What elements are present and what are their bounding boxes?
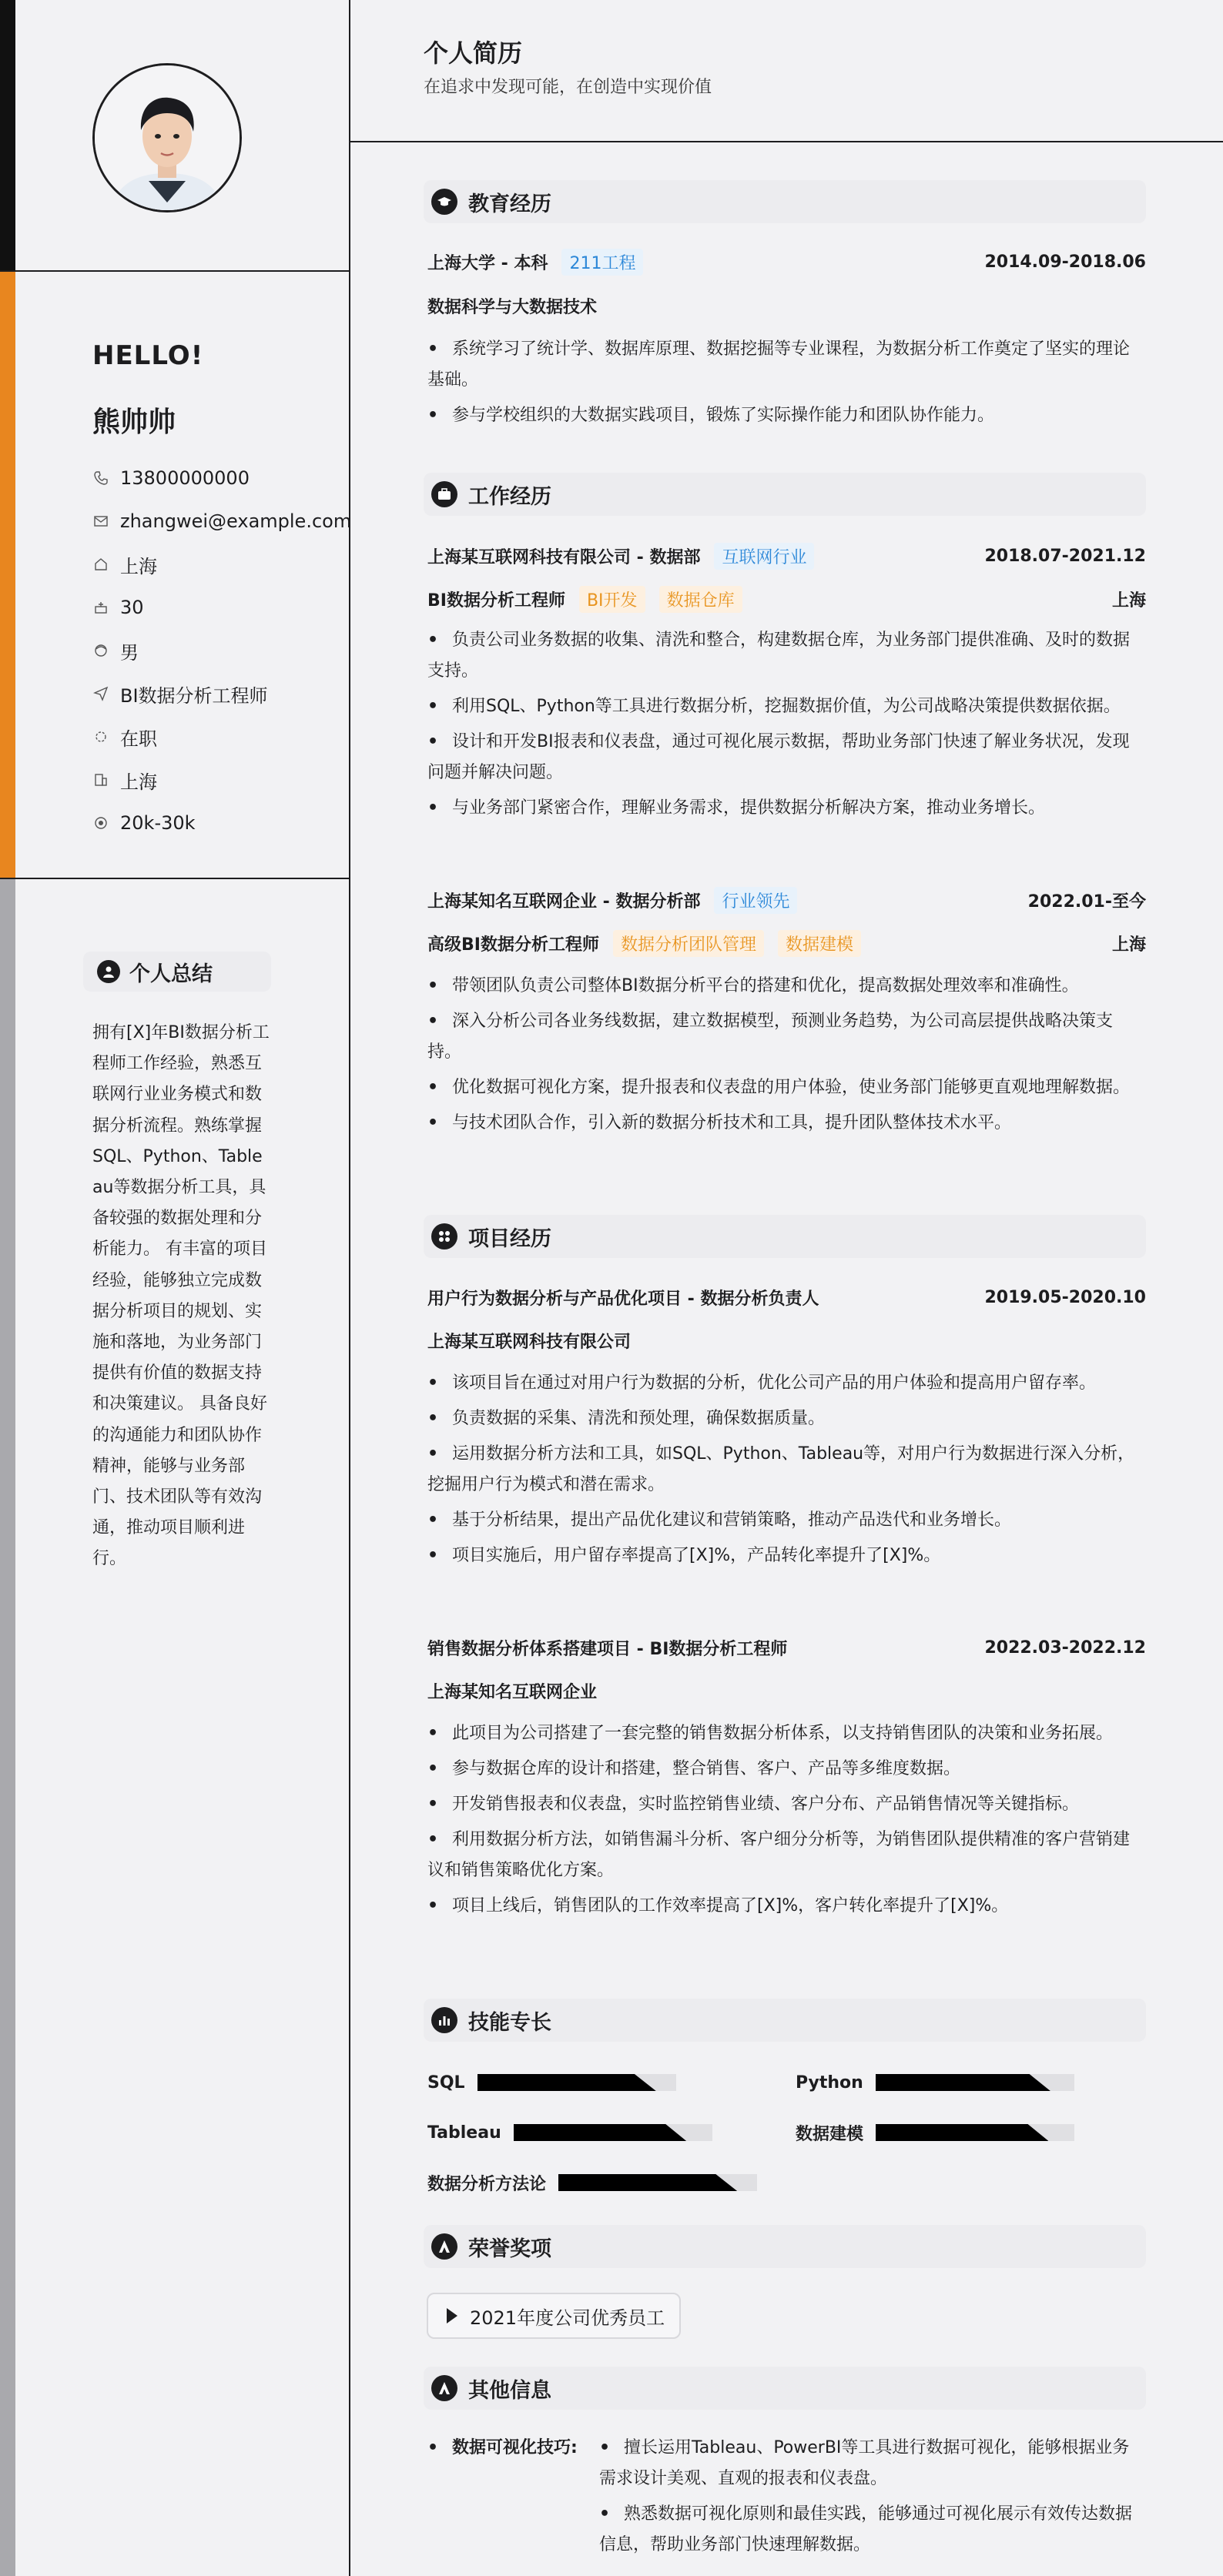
skill-python — [796, 2067, 1074, 2098]
skill-modeling — [796, 2117, 1074, 2148]
skill-bar-fill — [477, 2074, 656, 2091]
person-name: 熊帅帅 — [92, 406, 176, 438]
info-home — [92, 549, 157, 580]
project-company-row — [427, 1675, 1146, 1706]
header-rule — [350, 141, 1223, 142]
section-title: 教育经历 — [468, 192, 551, 216]
job-bullets — [427, 971, 1146, 1139]
list-item: • 熟悉数据可视化原则和最佳实践，能够通过可视化展示有效传达数据信息，帮助业务部门快速理解数据。 — [599, 2499, 1146, 2561]
list-item: • 带领团队负责公司整体BI数据分析平台的搭建和优化，提高数据处理效率和准确性。 — [427, 971, 1146, 1002]
job-company: 上海某知名互联网企业 - 数据分析部 — [427, 892, 701, 912]
job-role-row — [427, 928, 1146, 958]
info-text: 在职 — [120, 728, 157, 750]
skill-bar-fill — [514, 2124, 686, 2141]
list-item: • 运用数据分析方法和工具，如SQL、Python、Tableau等，对用户行为数据进行深入分析，挖掘用户行为模式和潜在需求。 — [427, 1439, 1146, 1500]
user-icon — [97, 960, 120, 983]
project-name: 销售数据分析体系搭建项目 - BI数据分析工程师 — [427, 1639, 788, 1659]
section-work — [424, 473, 1146, 516]
skill-tag: 数据仓库 — [659, 586, 742, 613]
age-icon — [92, 599, 109, 616]
section-honors — [424, 2225, 1146, 2268]
education-bullets — [427, 334, 1146, 431]
skill-bar-fill — [876, 2124, 1048, 2141]
skill-bar-fill — [876, 2074, 1050, 2091]
skill-tag: BI开发 — [579, 586, 645, 613]
list-item: • 负责数据的采集、清洗和预处理，确保数据质量。 — [427, 1403, 1146, 1434]
list-item: • 与业务部门紧密合作，理解业务需求，提供数据分析解决方案，推动业务增长。 — [427, 793, 1146, 824]
section-projects — [424, 1215, 1146, 1258]
list-item: • 深入分析公司各业务线数据，建立数据模型，预测业务趋势，为公司高层提供战略决策支持。 — [427, 1006, 1146, 1068]
skill-bar — [876, 2074, 1074, 2091]
skill-name: 数据分析方法论 — [427, 2174, 547, 2194]
list-item: • 利用数据分析方法，如销售漏斗分析、客户细分分析等，为销售团队提供精准的客户营销建议和销售策略优化方案。 — [427, 1825, 1146, 1886]
project-bullets — [427, 1718, 1146, 1922]
list-item: • 擅长运用Tableau、PowerBI等工具进行数据可视化，能够根据业务需求设计美观、直观的报表和仪表盘。 — [599, 2433, 1146, 2494]
project-dates: 2019.05-2020.10 — [984, 1287, 1146, 1307]
skill-name: 数据建模 — [796, 2124, 864, 2144]
industry-tag: 行业领先 — [714, 887, 797, 914]
section-title: 工作经历 — [468, 484, 551, 509]
skill-bar — [876, 2124, 1074, 2141]
info-phone — [92, 463, 250, 493]
info-text: 13800000000 — [120, 467, 250, 489]
project-company: 上海某知名互联网企业 — [427, 1682, 598, 1702]
summary-text: 拥有[X]年BI数据分析工程师工作经验，熟悉互联网行业业务模式和数据分析流程。熟练掌握SQL、Python、Tableau等数据分析工具，具备较强的数据处理和分析能力。 有丰富的项目经验，能够独立完成数据分析项目的规划、实施和落地，为业务部门提供有价值的数据支持和决策建议。 具备良好的沟通能力和团队协作精神，能够与业务部门、技术团队等有效沟通，推动项目顺利进行。 — [92, 1023, 270, 1569]
education-major-row — [427, 290, 1146, 321]
skill-tag: 数据建模 — [778, 930, 861, 957]
major: 数据科学与大数据技术 — [427, 297, 598, 317]
info-text: 20k-30k — [120, 812, 196, 834]
job-bullets — [427, 625, 1146, 824]
stripe-bottom — [0, 879, 15, 2576]
list-item: • 参与学校组织的大数据实践项目，锻炼了实际操作能力和团队协作能力。 — [427, 400, 1146, 431]
info-text: 上海 — [120, 771, 157, 793]
hello-heading: HELLO! — [92, 340, 204, 371]
section-education — [424, 180, 1146, 223]
project-company-row — [427, 1325, 1146, 1356]
education-row — [427, 246, 1146, 277]
skill-bar — [558, 2174, 757, 2191]
project-bullets — [427, 1368, 1146, 1571]
list-item: • 开发销售报表和仪表盘，实时监控销售业绩、客户分布、产品销售情况等关键指标。 — [427, 1789, 1146, 1820]
skill-bar — [477, 2074, 676, 2091]
job-city: 上海 — [1111, 935, 1146, 955]
bullet-dot: • — [427, 2438, 439, 2457]
other-bullets — [599, 2433, 1146, 2561]
section-skills — [424, 1999, 1146, 2042]
skill-tag: 数据分析团队管理 — [613, 930, 764, 957]
left-divider-2 — [0, 878, 350, 879]
list-item: • 基于分析结果，提出产品优化建议和营销策略，推动产品迭代和业务增长。 — [427, 1505, 1146, 1536]
award-badge[interactable] — [427, 2293, 681, 2339]
page-title: 个人简历 — [424, 38, 523, 68]
job-row — [427, 885, 1146, 915]
list-item: • 该项目旨在通过对用户行为数据的分析，优化公司产品的用户体验和提高用户留存率。 — [427, 1368, 1146, 1399]
page-subtitle: 在追求中发现可能，在创造中实现价值 — [424, 78, 712, 97]
summary-header — [83, 952, 271, 992]
play-icon — [447, 2308, 457, 2323]
skill-bar — [514, 2124, 712, 2141]
skill-name: Python — [796, 2073, 863, 2093]
skill-name: SQL — [427, 2073, 465, 2093]
job-role: 高级BI数据分析工程师 — [427, 935, 599, 955]
job-role: BI数据分析工程师 — [427, 590, 565, 611]
other-label: 数据可视化技巧: — [452, 2438, 578, 2457]
stripe-middle — [0, 271, 15, 879]
building-icon — [92, 771, 109, 788]
award-icon — [431, 2233, 457, 2260]
list-item: • 与技术团队合作，引入新的数据分析技术和工具，提升团队整体技术水平。 — [427, 1108, 1146, 1139]
phone-icon — [92, 470, 109, 487]
job-dates: 2022.01-至今 — [1027, 892, 1146, 912]
graduation-cap-icon — [431, 189, 457, 215]
list-item: • 参与数据仓库的设计和搭建，整合销售、客户、产品等多维度数据。 — [427, 1754, 1146, 1785]
info-age — [92, 592, 144, 623]
home-icon — [92, 556, 109, 573]
info-salary — [92, 808, 196, 838]
salary-icon — [92, 815, 109, 831]
section-title: 其他信息 — [468, 2378, 551, 2403]
list-item: • 利用SQL、Python等工具进行数据分析，挖掘数据价值，为公司战略决策提供数据依据。 — [427, 691, 1146, 722]
list-item: • 负责公司业务数据的收集、清洗和整合，构建数据仓库，为业务部门提供准确、及时的数据支持。 — [427, 625, 1146, 687]
skill-name: Tableau — [427, 2123, 501, 2143]
list-item: • 优化数据可视化方案，提升报表和仪表盘的用户体验，使业务部门能够更直观地理解数据。 — [427, 1072, 1146, 1103]
info-status — [92, 721, 157, 752]
school-tag: 211工程 — [561, 249, 643, 276]
project-row — [427, 1632, 1146, 1663]
job-city: 上海 — [1111, 590, 1146, 611]
info-text: 男 — [120, 641, 139, 664]
list-item: • 设计和开发BI报表和仪表盘，通过可视化展示数据，帮助业务部门快速了解业务状况，发现问题并解决问题。 — [427, 727, 1146, 788]
industry-tag: 互联网行业 — [714, 543, 814, 570]
info-text: 上海 — [120, 555, 157, 577]
info-text: zhangwei@example.com — [120, 510, 352, 532]
info-city — [92, 764, 157, 795]
avatar — [92, 63, 242, 212]
list-item: • 系统学习了统计学、数据库原理、数据挖掘等专业课程，为数据分析工作奠定了坚实的理论基础。 — [427, 334, 1146, 396]
school-name: 上海大学 - 本科 — [427, 253, 548, 273]
project-company: 上海某互联网科技有限公司 — [427, 1332, 632, 1352]
skill-sql — [427, 2067, 676, 2098]
award-text: 2021年度公司优秀员工 — [470, 2307, 665, 2329]
section-title: 项目经历 — [468, 1226, 551, 1251]
info-email — [92, 506, 351, 537]
project-row — [427, 1282, 1146, 1313]
summary-title: 个人总结 — [129, 962, 213, 986]
info-gender — [92, 635, 139, 666]
info-icon — [431, 2375, 457, 2401]
info-text: BI数据分析工程师 — [120, 684, 268, 707]
job-dates: 2018.07-2021.12 — [984, 546, 1146, 566]
section-other — [424, 2367, 1146, 2410]
gender-icon — [92, 642, 109, 659]
stripe-top — [0, 0, 15, 271]
job-company: 上海某互联网科技有限公司 - 数据部 — [427, 547, 701, 567]
section-title: 荣誉奖项 — [468, 2236, 551, 2261]
project-name: 用户行为数据分析与产品优化项目 - 数据分析负责人 — [427, 1289, 819, 1309]
job-row — [427, 540, 1146, 571]
list-item: • 此项目为公司搭建了一套完整的销售数据分析体系，以支持销售团队的决策和业务拓展。 — [427, 1718, 1146, 1749]
project-dates: 2022.03-2022.12 — [984, 1638, 1146, 1658]
bar-chart-icon — [431, 2007, 457, 2033]
info-position — [92, 678, 268, 709]
status-icon — [92, 728, 109, 745]
skill-bar-fill — [558, 2174, 737, 2191]
education-dates: 2014.09-2018.06 — [984, 252, 1146, 272]
info-text: 30 — [120, 597, 144, 618]
list-item: • 项目上线后，销售团队的工作效率提高了[X]%，客户转化率提升了[X]%。 — [427, 1891, 1146, 1922]
skill-tableau — [427, 2117, 712, 2148]
list-item: • 项目实施后，用户留存率提高了[X]%，产品转化率提升了[X]%。 — [427, 1541, 1146, 1571]
briefcase-icon — [431, 481, 457, 507]
send-icon — [92, 685, 109, 702]
apps-icon — [431, 1223, 457, 1250]
job-role-row — [427, 584, 1146, 614]
section-title: 技能专长 — [468, 2010, 551, 2035]
column-divider — [349, 0, 350, 2576]
skill-methodology — [427, 2167, 757, 2198]
email-icon — [92, 513, 109, 530]
left-divider-1 — [0, 270, 350, 272]
